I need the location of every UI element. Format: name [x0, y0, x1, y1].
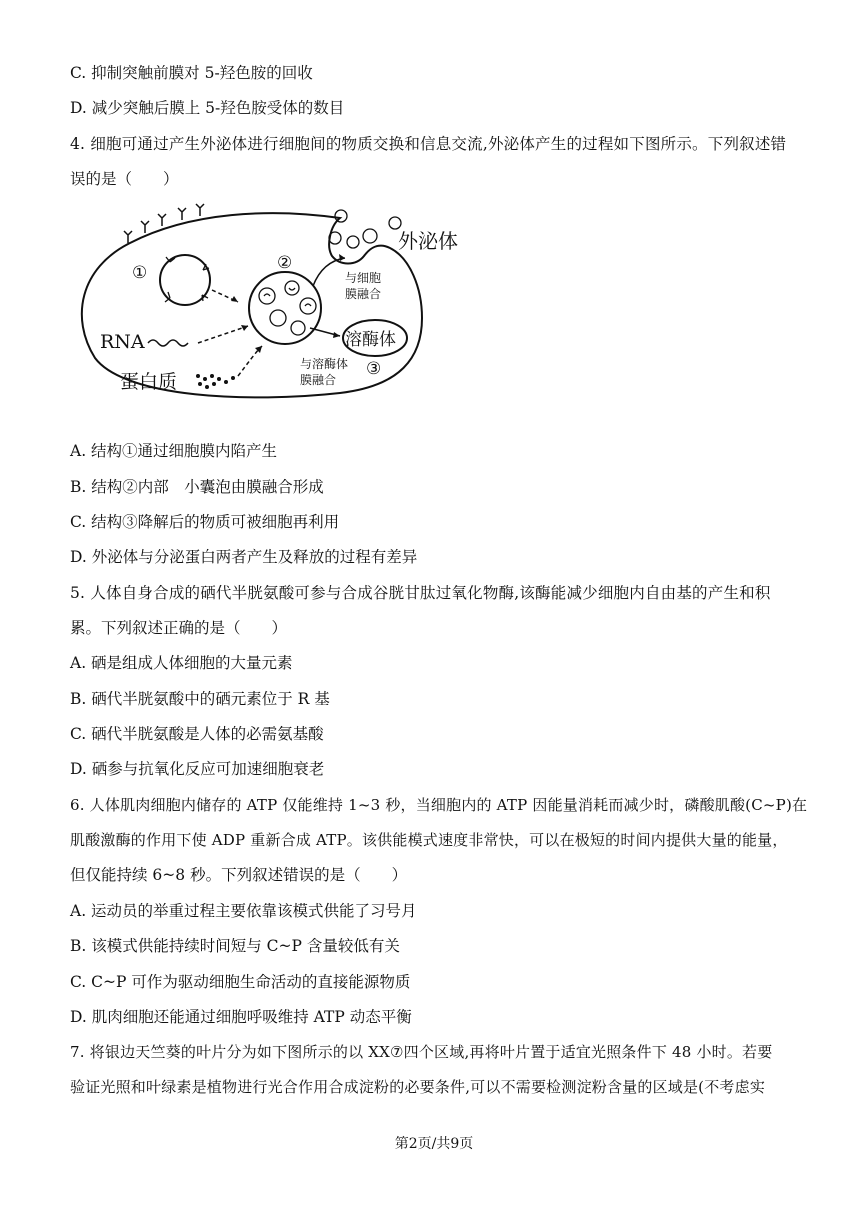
- lysosome-label: 溶酶体: [345, 330, 396, 350]
- fuse-lysosome-label-2: 膜融合: [300, 373, 337, 387]
- receptor-icons: [124, 204, 204, 243]
- q5-option-b: B. 硒代半胱氨酸中的硒元素位于 R 基: [70, 690, 330, 708]
- q6-option-a: A. 运动员的举重过程主要依靠该模式供能了习号月: [70, 902, 417, 920]
- q6-stem-line3: 但仅能持续 6~8 秒。下列叙述错误的是（ ）: [70, 866, 408, 884]
- q4-option-a: A. 结构①通过细胞膜内陷产生: [70, 442, 278, 460]
- label-structure-2: ②: [277, 253, 293, 273]
- q5-stem-line1: 5. 人体自身合成的硒代半胱氨酸可参与合成谷胱甘肽过氧化物酶,该酶能减少细胞内自由基的产生和积: [70, 584, 771, 602]
- label-structure-3: ③: [366, 359, 382, 379]
- q3-option-d: D. 减少突触后膜上 5-羟色胺受体的数目: [70, 99, 345, 117]
- q4-option-d: D. 外泌体与分泌蛋白两者产生及释放的过程有差异: [70, 548, 418, 566]
- q6-option-d: D. 肌肉细胞还能通过细胞呼吸维持 ATP 动态平衡: [70, 1008, 412, 1026]
- page-footer: 第2页/共9页: [394, 1136, 474, 1152]
- q3-option-c: C. 抑制突触前膜对 5-羟色胺的回收: [70, 64, 313, 82]
- q5-option-c: C. 硒代半胱氨酸是人体的必需氨基酸: [70, 725, 324, 743]
- q4-stem-line1: 4. 细胞可通过产生外泌体进行细胞间的物质交换和信息交流,外泌体产生的过程如下图所示。下列叙述错: [70, 135, 787, 153]
- q5-stem-line2: 累。下列叙述正确的是（ ）: [70, 619, 288, 637]
- fuse-membrane-label-1: 与细胞: [345, 271, 382, 285]
- protein-label: 蛋白质: [120, 371, 178, 393]
- q6-stem-line1: 6. 人体肌肉细胞内储存的 ATP 仅能维持 1~3 秒，当细胞内的 ATP 因能量消耗而减少时，磷酸肌酸(C~P)在: [70, 796, 808, 814]
- exosome-diagram: [70, 198, 458, 403]
- exosome-vesicles: [329, 210, 401, 248]
- q6-stem-line2: 肌酸激酶的作用下使 ADP 重新合成 ATP。该供能模式速度非常快，可以在极短的时间内提供大量的能量，: [70, 831, 788, 849]
- q4-stem-line2: 误的是（ ）: [70, 170, 179, 188]
- fuse-membrane-label-2: 膜融合: [345, 287, 382, 301]
- label-structure-1: ①: [132, 263, 148, 283]
- fuse-lysosome-label-1: 与溶酶体: [300, 357, 349, 371]
- q4-option-c: C. 结构③降解后的物质可被细胞再利用: [70, 513, 340, 531]
- q7-stem-line2: 验证光照和叶绿素是植物进行光合作用合成淀粉的必要条件,可以不需要检测淀粉含量的区域是(不考虑实: [70, 1078, 766, 1096]
- rna-label: RNA: [100, 331, 145, 353]
- q6-option-b: B. 该模式供能持续时间短与 C~P 含量较低有关: [70, 937, 400, 955]
- q5-option-d: D. 硒参与抗氧化反应可加速细胞衰老: [70, 760, 325, 778]
- rna-strand: [148, 340, 188, 346]
- multivesicular-body: [249, 272, 321, 344]
- q7-stem-line1: 7. 将银边天竺葵的叶片分为如下图所示的以 XX⑦四个区域,再将叶片置于适宜光照条件下 48 小时。若要: [70, 1043, 773, 1061]
- q5-option-a: A. 硒是组成人体细胞的大量元素: [70, 654, 293, 672]
- protein-dots: [196, 374, 235, 389]
- exosome-label: 外泌体: [398, 229, 458, 253]
- q4-option-b: B. 结构②内部 小囊泡由膜融合形成: [70, 478, 324, 496]
- q6-option-c: C. C~P 可作为驱动细胞生命活动的直接能源物质: [70, 973, 411, 991]
